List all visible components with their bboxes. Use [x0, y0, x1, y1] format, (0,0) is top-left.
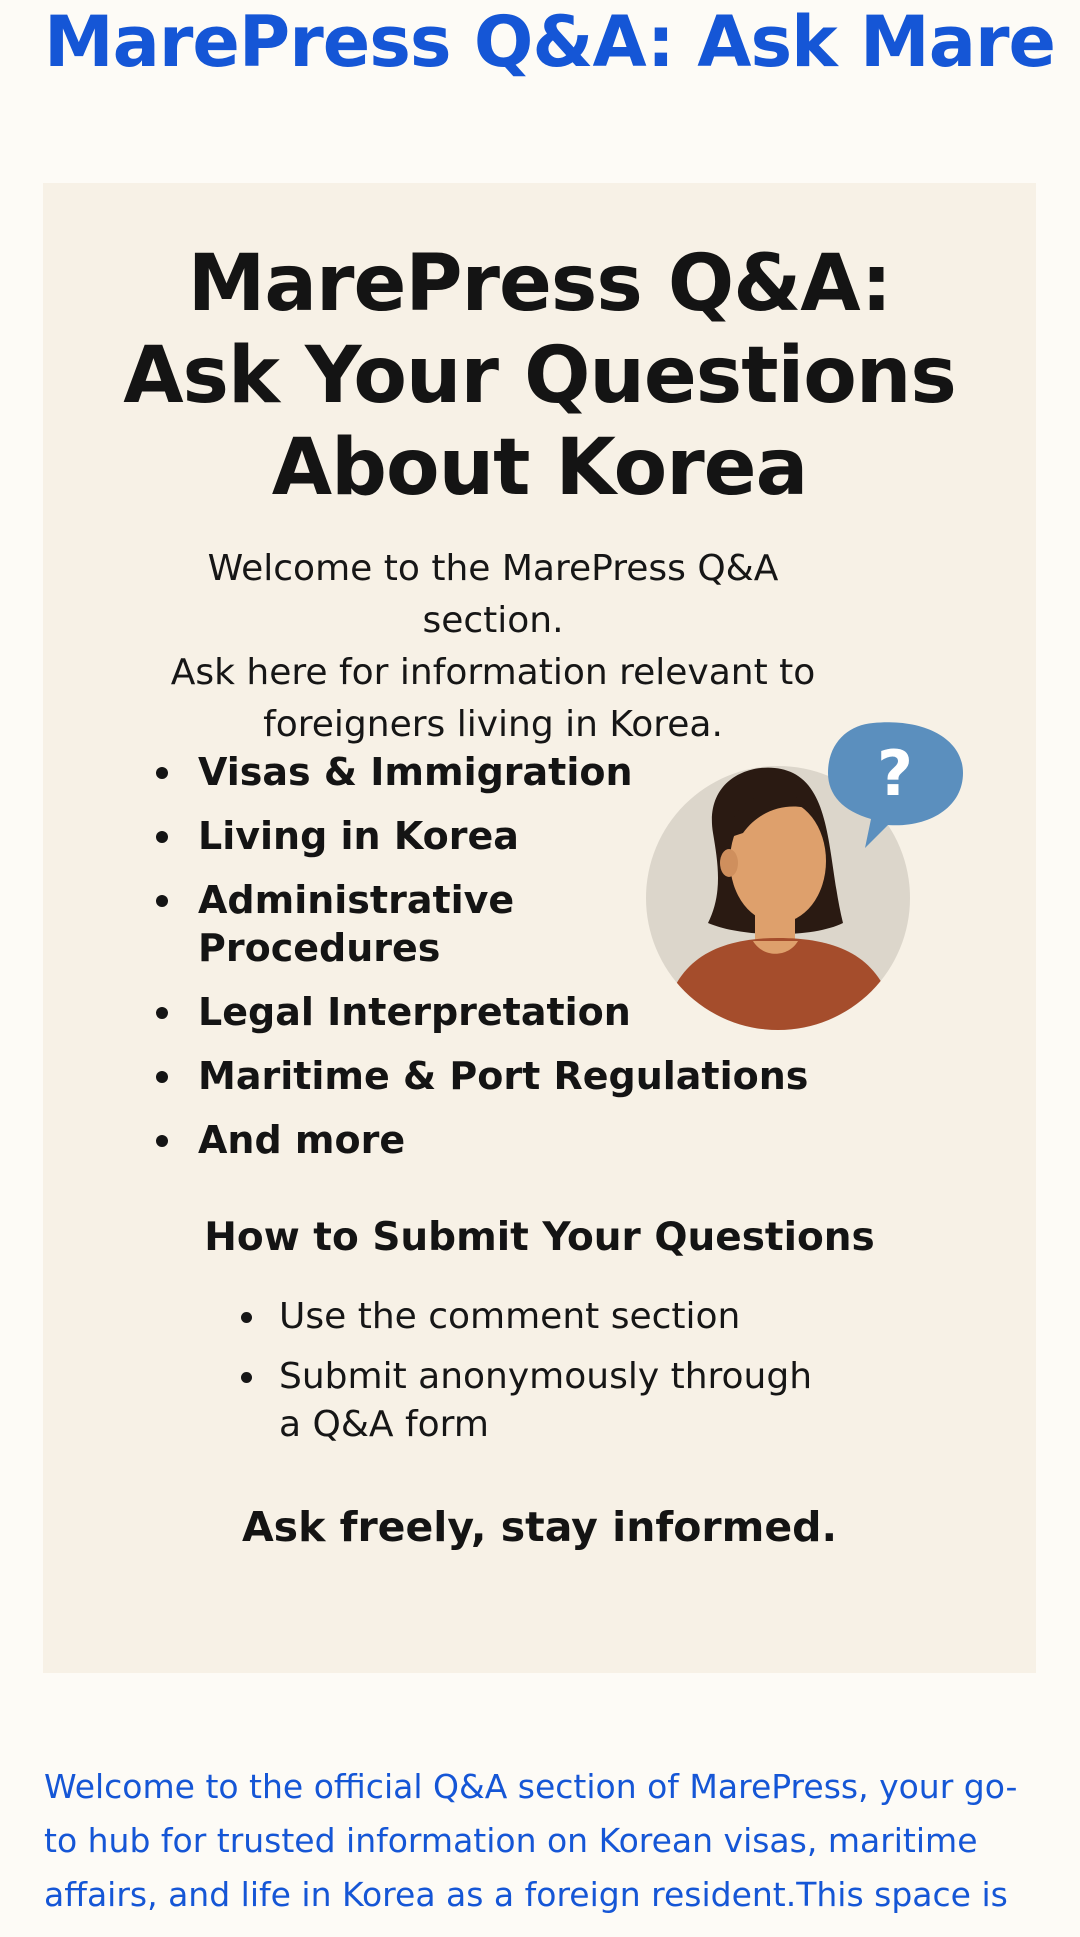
woman-question-bubble-icon	[643, 713, 973, 1033]
hero-intro-line: Ask here for information relevant to	[170, 652, 816, 693]
submit-item-label: a Q&A form	[279, 1404, 489, 1445]
paragraph-line: to hub for trusted information on Korean visas, maritime	[44, 1821, 978, 1860]
hero-title-line: About Korea	[271, 423, 808, 513]
topic-item	[148, 1052, 808, 1100]
topic-item-label: Living in Korea	[198, 814, 519, 858]
paragraph-line: Welcome to the official Q&A section of MarePress, your go-	[44, 1767, 1018, 1806]
topic-item	[148, 1116, 808, 1164]
hero-title	[43, 238, 1036, 514]
topic-item-label: Administrative	[198, 878, 515, 922]
tagline: Ask freely, stay informed.	[241, 1503, 838, 1551]
submit-heading: How to Submit Your Questions	[204, 1215, 875, 1260]
paragraph-line: affairs, and life in Korea as a foreign resident.This space is	[44, 1875, 1008, 1914]
submit-item	[233, 1353, 812, 1449]
submit-item-label: Use the comment section	[279, 1296, 741, 1337]
hero-title-line: MarePress Q&A:	[187, 239, 892, 329]
topic-item-label: And more	[198, 1118, 406, 1162]
submit-list	[233, 1293, 812, 1461]
intro-paragraph	[44, 1760, 1044, 1922]
topic-item-label: Visas & Immigration	[198, 750, 633, 794]
hero-intro-line: Welcome to the MarePress Q&A section.	[207, 548, 779, 641]
ear-shape	[720, 849, 738, 877]
hero-title-line: Ask Your Questions	[123, 331, 956, 421]
topic-item-label: Procedures	[198, 926, 441, 970]
topic-item-label: Legal Interpretation	[198, 990, 631, 1034]
submit-item-label: Submit anonymously through	[279, 1356, 813, 1397]
hero-banner-image	[43, 183, 1036, 1673]
topic-item-label: Maritime & Port Regulations	[198, 1054, 809, 1098]
submit-item	[233, 1293, 812, 1341]
hero-intro-line: foreigners living in Korea.	[263, 704, 723, 745]
question-mark: ?	[877, 737, 913, 810]
page-title: MarePress Q&A: Ask Mare	[44, 1, 1055, 83]
